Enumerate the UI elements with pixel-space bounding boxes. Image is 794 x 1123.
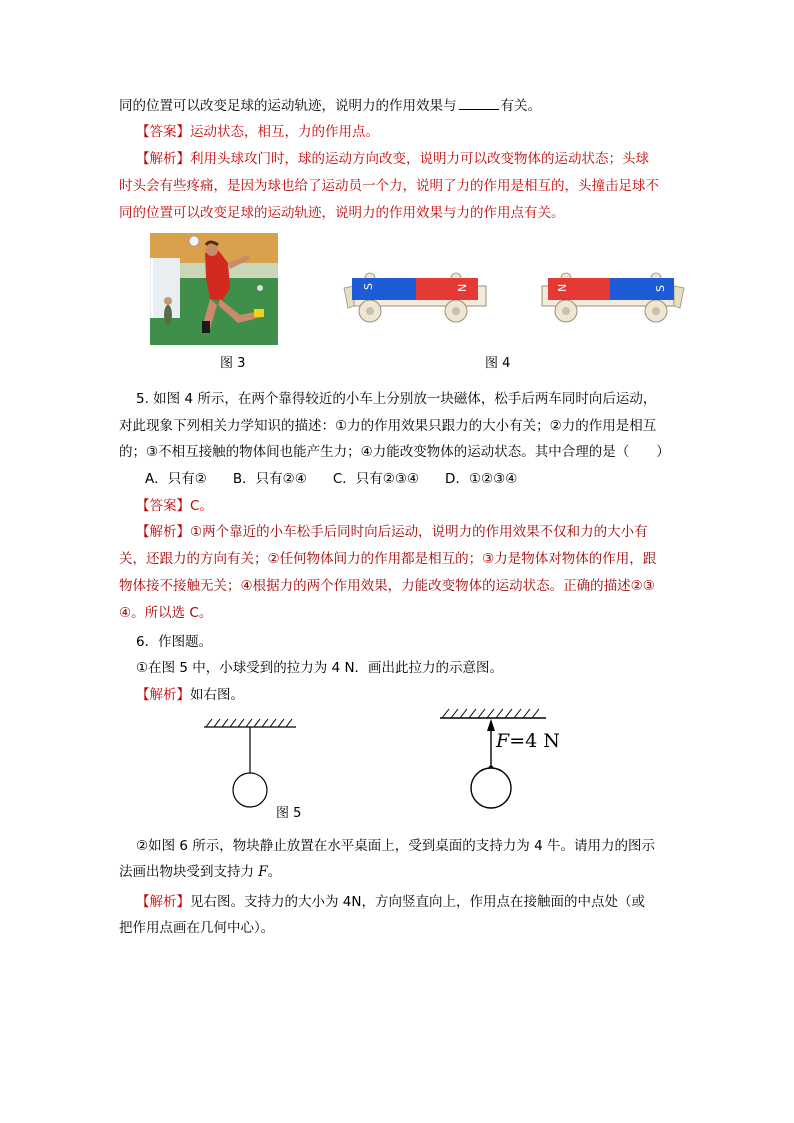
force-diagram-figure	[436, 707, 586, 813]
q6-analysis-2-line-1: 【解析】见右图。支持力的大小为 4N，方向竖直向上，作用点在接触面的中点处（或	[136, 894, 645, 910]
q4-tail-line: 同的位置可以改变足球的运动轨迹，说明力的作用效果与 有关。	[119, 98, 541, 114]
q4-analysis-line-3: 同的位置可以改变足球的运动轨迹，说明力的作用效果与力的作用点有关。	[119, 205, 565, 221]
option-c: C．只有②③④	[332, 471, 420, 487]
car1-left-label: S	[362, 283, 375, 290]
arrow-head-icon	[487, 719, 495, 731]
force-label: F=4 N	[496, 730, 560, 752]
q5-analysis-line-4: ④。所以选 C。	[119, 605, 213, 621]
soccer-header-photo	[150, 233, 278, 345]
q6-analysis-2-line-2: 把作用点画在几何中心）。	[119, 920, 275, 936]
option-a: A．只有②	[145, 471, 207, 487]
q6-part1: ①在图 5 中，小球受到的拉力为 4 N．画出此拉力的示意图。	[136, 660, 504, 676]
q5-line-1: 5. 如图 4 所示，在两个靠得较近的小车上分别放一块磁体，松手后两车同时向后运动，	[136, 391, 657, 407]
fig5-caption: 图 5	[276, 806, 302, 821]
option-d: D．①②③④	[445, 471, 518, 487]
car2-left-label: N	[556, 283, 569, 292]
q5-analysis-line-2: 关，还跟力的方向有关；②任何物体间力的作用都是相互的；③力是物体对物体的作用，跟	[119, 551, 657, 567]
q6-part2-line-1: ②如图 6 所示，物块静止放置在水平桌面上，受到桌面的支持力为 4 牛。请用力的图示	[136, 838, 655, 854]
q5-analysis-line-1: 【解析】①两个靠近的小车松手后同时向后运动，说明力的作用效果不仅和力的大小有	[136, 524, 648, 540]
car1-right-label: N	[456, 283, 469, 292]
q5-line-2: 对此现象下列相关力学知识的描述：①力的作用效果只跟力的大小有关；②力的作用是相互	[119, 418, 657, 434]
magnet-cars-figure	[340, 266, 688, 330]
q5-line-3: 的；③不相互接触的物体间也能产生力；④力能改变物体的运动状态。其中合理的是（ ）	[119, 444, 670, 460]
magnet-car-right	[542, 273, 684, 322]
magnet-car-left	[344, 273, 486, 322]
fig4-caption: 图 4	[485, 356, 511, 371]
q4-analysis-line-2: 时头会有些疼痛，是因为球也给了运动员一个力，说明了力的作用是相互的，头撞击足球不	[119, 178, 659, 194]
option-b: B．只有②④	[232, 471, 307, 487]
ball	[471, 768, 511, 808]
q5-options	[145, 469, 543, 489]
fig3-caption: 图 3	[220, 356, 246, 371]
q4-answer: 【答案】运动状态，相互，力的作用点。	[136, 124, 379, 140]
q6-part2-line-2: 法画出物块受到支持力 F。	[119, 864, 282, 880]
q6-title: 6．作图题。	[136, 634, 213, 650]
hanging-ball-figure	[200, 716, 300, 810]
q4-analysis-line-1: 【解析】利用头球攻门时，球的运动方向改变，说明力可以改变物体的运动状态；头球	[136, 151, 649, 167]
q5-analysis-line-3: 物体接不接触无关；④根据力的两个作用效果，力能改变物体的运动状态。正确的描述②③	[119, 578, 655, 594]
car2-right-label: S	[654, 285, 667, 292]
q5-answer: 【答案】C。	[136, 498, 213, 514]
q6-analysis-1: 【解析】如右图。	[136, 687, 244, 703]
answer-blank	[459, 96, 499, 110]
ball	[233, 773, 267, 807]
